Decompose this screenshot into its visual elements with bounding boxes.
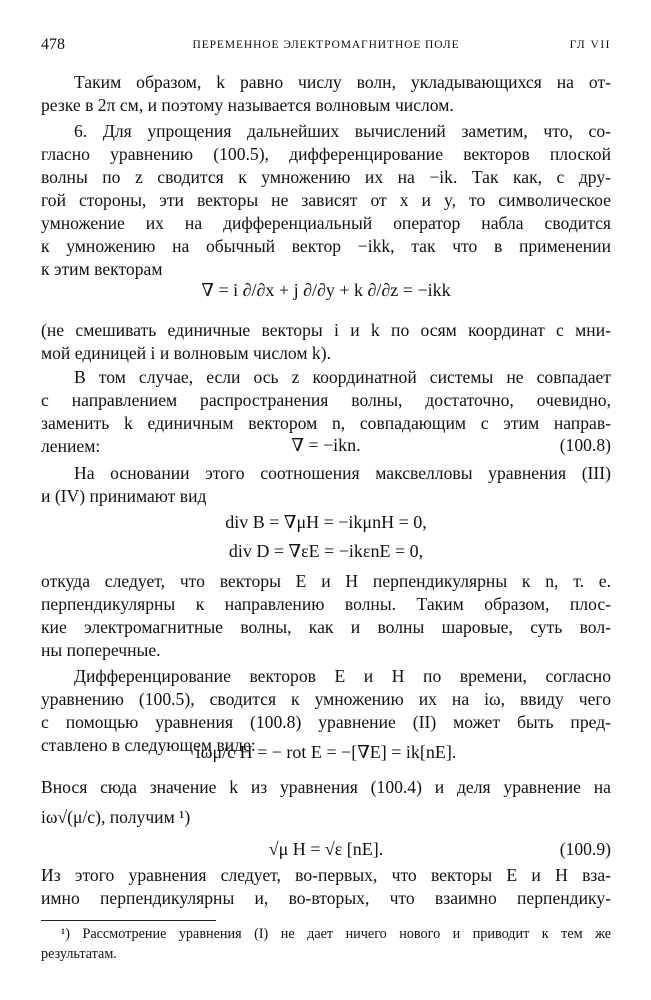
text-line: резке в 2π см, и поэтому называется волновым числом. (41, 95, 454, 115)
text-line: гласно уравнению (100.5), дифференцирование векторов плоской (41, 144, 611, 164)
rot-e-equation: iωμ/c H = − rot E = −[∇E] = ik[nE]. (195, 742, 457, 762)
text-line: кие электромагнитные волны, как и волны шаровые, суть вол- (41, 617, 611, 637)
text-line: Дифференцирование векторов E и H по времени, согласно (74, 666, 611, 686)
equation-number: (100.8) (559, 435, 611, 455)
div-b-equation: div B = ∇μH = −ikμnH = 0, (225, 512, 427, 532)
text-line: мой единицей i и волновым числом k). (41, 343, 331, 363)
equation-100-8: ∇ = −ikn. (291, 435, 361, 455)
text-line: Внося сюда значение k из уравнения (100.4) и деля уравнение на (41, 777, 611, 797)
footnote-rule (41, 920, 216, 921)
nabla-equation: ∇ = i ∂/∂x + j ∂/∂y + k ∂/∂z = −ikk (201, 280, 451, 300)
footnote-line: ¹) Рассмотрение уравнения (I) не дает ничего нового и приводит к тем же (61, 926, 611, 942)
text-line: В том случае, если ось z координатной системы не совпадает (74, 367, 611, 387)
text-line: к этим векторам (41, 259, 163, 279)
text-line: 6. Для упрощения дальнейших вычислений заметим, что, со- (74, 121, 611, 141)
text-line: и (IV) принимают вид (41, 486, 207, 506)
text-line: с помощью уравнения (100.8) уравнение (II) может быть пред- (41, 712, 611, 732)
chapter-label: ГЛ VII (569, 39, 611, 51)
text-line: лением: (41, 436, 101, 456)
text-line: Из этого уравнения следует, во-первых, что векторы E и H вза- (41, 865, 611, 885)
text-line: имно перпендикулярны и, во-вторых, что взаимно перпендику- (41, 888, 611, 908)
text-line: гой стороны, эти векторы не зависят от x и y, то символическое (41, 190, 611, 210)
text-line: ставлено в следующем виде: (41, 735, 256, 755)
equation-100-9: √μ H = √ε [nE]. (268, 839, 384, 859)
footnote-line: результатам. (41, 946, 117, 962)
equation-number: (100.9) (559, 839, 611, 859)
running-header (41, 36, 611, 56)
text-line: перпендикулярны к направлению волны. Таким образом, плос- (41, 594, 611, 614)
text-line: заменить k единичным вектором n, совпадающим с этим направ- (41, 413, 611, 433)
text-line: ны поперечные. (41, 640, 161, 660)
text-line: (не смешивать единичные векторы i и k по осям координат с мни- (41, 320, 611, 340)
text-line: с направлением распространения волны, достаточно, очевидно, (41, 390, 611, 410)
text-line: Таким образом, k равно числу волн, укладывающихся на от- (74, 72, 611, 92)
div-d-equation: div D = ∇εE = −ikεnE = 0, (228, 541, 424, 561)
text-line: откуда следует, что векторы E и H перпендикулярны к n, т. е. (41, 571, 611, 591)
text-line: умножение их на дифференциальный оператор набла сводится (41, 213, 611, 233)
page-number: 478 (41, 36, 65, 53)
text-line: волны по z сводится к умножению их на −ik. Так как, с дру- (41, 167, 611, 187)
running-title: ПЕРЕМЕННОЕ ЭЛЕКТРОМАГНИТНОЕ ПОЛЕ (192, 39, 460, 51)
text-line: iω√(μ/c), получим ¹) (41, 807, 191, 827)
text-line: к умножению на обычный вектор −ikk, так что в применении (41, 236, 611, 256)
text-line: уравнению (100.5), сводится к умножению их на iω, ввиду чего (41, 689, 611, 709)
text-line: На основании этого соотношения максвелловы уравнения (III) (74, 463, 611, 483)
